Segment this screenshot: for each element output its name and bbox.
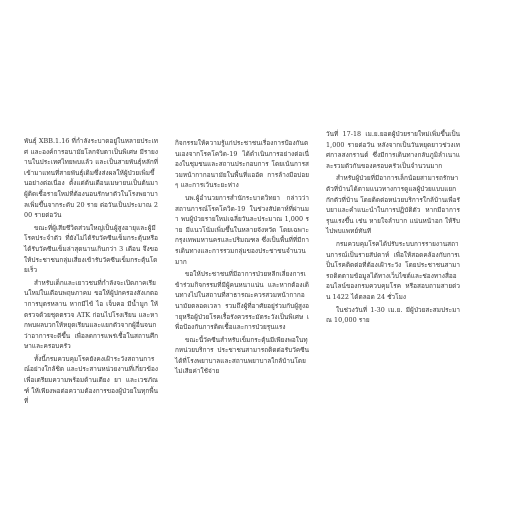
text-column-3 xyxy=(326,129,460,328)
paragraph: ทั้งนี้กรมควบคุมโรคยังคงเฝ้าระวังสถานการณ์อย่างใกล้ชิด และประสานหน่วยงานที่เกี่ยวข้องเพื่อเตรียมความพร้อมด้านเตียง ยา และเวชภัณฑ์ ให้เพียงพอต่อความต้องการของผู้ป่วยในทุกพื้นที่ xyxy=(24,354,158,406)
paragraph: ขณะนี้วัคซีนสำหรับเข็มกระตุ้นมีเพียงพอในทุกหน่วยบริการ ประชาชนสามารถติดต่อรับวัคซีนได้ที่โรงพยาบาลและสถานพยาบาลใกล้บ้านโดยไม่เสียค่าใช้จ่าย xyxy=(175,335,309,376)
paragraph: วันที่ 17-18 เม.ย.ยอดผู้ป่วยรายใหม่เพิ่มขึ้นเป็น 1,000 รายต่อวัน หลังจากเป็นวันหยุดยาวช่วงเทศกาลสงกรานต์ ซึ่งมีการเดินทางกลับภูมิลำเนาและรวมตัวกันของครอบครัวเป็นจำนวนมาก xyxy=(326,130,460,170)
paragraph: กรมควบคุมโรคได้ปรับระบบการรายงานสถานการณ์เป็นรายสัปดาห์ เพื่อให้สอดคล้องกับการเป็นโรคติดต่อที่ต้องเฝ้าระวัง โดยประชาชนสามารถติดตามข้อมูลได้ทางเว็บไซต์และช่องทางสื่อออนไลน์ของกรมควบคุมโรค หรือสอบถามสายด่วน 1422 ได้ตลอด 24 ชั่วโมง xyxy=(326,239,460,301)
text-column-1 xyxy=(24,136,158,409)
paragraph: ขณะที่ผู้เสียชีวิตส่วนใหญ่เป็นผู้สูงอายุและผู้มีโรคประจำตัว ที่ยังไม่ได้รับวัคซีนเข็มกระตุ้นหรือได้รับวัคซีนเข็มล่าสุดนานเกินกว่า 3 เดือน จึงขอให้ประชาชนกลุ่มเสี่ยงเข้ารับวัคซีนเข็มกระตุ้นโดยเร็ว xyxy=(24,223,158,275)
paragraph: นพ.ผู้อำนวยการสำนักระบาดวิทยา กล่าวว่า สถานการณ์โรคโควิด-19 ในช่วงสัปดาห์ที่ผ่านมา พบผู้ป่วยรายใหม่เฉลี่ยวันละประมาณ 1,000 ราย มีแนวโน้มเพิ่มขึ้นในหลายจังหวัด โดยเฉพาะกรุงเทพมหานครและปริมณฑล ซึ่งเป็นพื้นที่ที่มีการเดินทางและการรวมกลุ่มของประชาชนจำนวนมาก xyxy=(175,193,309,266)
paragraph: สำหรับเด็กและเยาวชนที่กำลังจะเปิดภาคเรียนใหม่ในเดือนพฤษภาคม ขอให้ผู้ปกครองสังเกตอาการบุตรหลาน หากมีไข้ ไอ เจ็บคอ มีน้ำมูก ให้ตรวจด้วยชุดตรวจ ATK ก่อนไปโรงเรียน และหากพบผลบวกให้หยุดเรียนและแยกตัวจากผู้อื่นจนกว่าอาการจะดีขึ้น เพื่อลดการแพร่เชื้อในสถานศึกษาและครอบครัว xyxy=(24,278,158,351)
paragraph: ขอให้ประชาชนที่มีอาการป่วยหลีกเลี่ยงการเข้าร่วมกิจกรรมที่มีผู้คนหนาแน่น และหากต้องเดินทางไปในสถานที่สาธารณะควรสวมหน้ากากอนามัยตลอดเวลา รวมถึงผู้ที่อาศัยอยู่ร่วมกับผู้สูงอายุหรือผู้ป่วยโรคเรื้อรังควรระมัดระวังเป็นพิเศษ เพื่อป้องกันการติดเชื้อและการป่วยรุนแรง xyxy=(175,270,309,332)
text-column-2 xyxy=(175,138,309,379)
paragraph: สำหรับผู้ป่วยที่มีอาการเล็กน้อยสามารถรักษาตัวที่บ้านได้ตามแนวทางการดูแลผู้ป่วยแบบแยกกักตัวที่บ้าน โดยติดต่อหน่วยบริการใกล้บ้านเพื่อรับยาและคำแนะนำในการปฏิบัติตัว หากมีอาการรุนแรงขึ้น เช่น หายใจลำบาก แน่นหน้าอก ให้รีบไปพบแพทย์ทันที xyxy=(326,174,460,236)
paragraph: กิจกรรมให้ความรู้แก่ประชาชนเรื่องการป้องกันตนเองจากโรคโควิด-19 ได้ดำเนินการอย่างต่อเนื่องในชุมชนและสถานประกอบการ โดยเน้นการสวมหน้ากากอนามัยในพื้นที่แออัด การล้างมือบ่อยๆ และการเว้นระยะห่าง xyxy=(175,139,309,190)
paragraph: ในช่วงวันที่ 1-30 เม.ย. มีผู้ป่วยสะสมประมาณ 10,000 ราย xyxy=(326,305,460,325)
paragraph: พันธุ์ XBB.1.16 ที่กำลังระบาดอยู่ในหลายประเทศ และองค์การอนามัยโลกจับตาเป็นพิเศษ มีรายงานในประเทศไทยพบแล้ว และเป็นสายพันธุ์หลักที่เข้ามาแทนที่สายพันธุ์เดิมซึ่งส่งผลให้ผู้ป่วยเพิ่มขึ้นอย่างต่อเนื่อง ตั้งแต่ต้นเดือนเมษายนเป็นต้นมา ผู้ติดเชื้อรายใหม่ที่ต้องนอนรักษาตัวในโรงพยาบาลเพิ่มขึ้นจากระดับ 20 ราย ต่อวันเป็นประมาณ 200 รายต่อวัน xyxy=(24,137,158,220)
